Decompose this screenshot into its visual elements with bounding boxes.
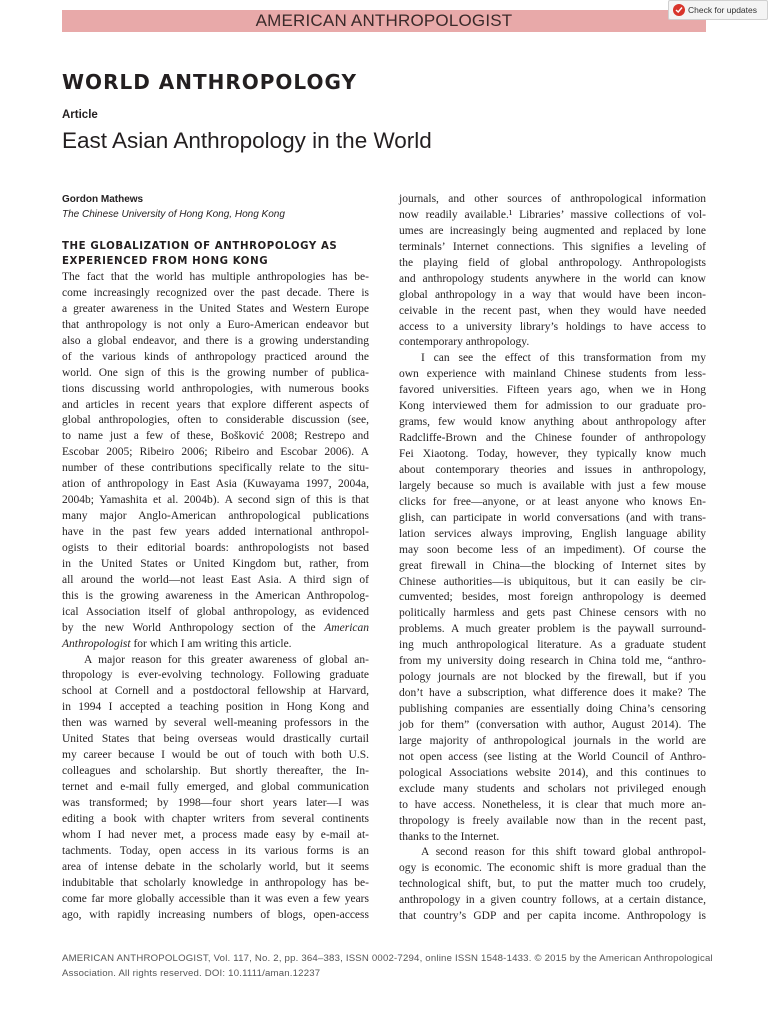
text-line: many major Anglo-American anthropological publications xyxy=(62,510,369,523)
journal-title-italic: Anthropologist xyxy=(62,637,131,650)
text-line: Chinese authorities—is ubiquitous, but it can easily be cir- xyxy=(399,575,706,588)
crossmark-icon xyxy=(673,4,685,16)
text-line: of the various kinds of anthropology practiced around the xyxy=(62,350,369,363)
text-line: ternet and e-mail fully emerged, and global communication xyxy=(62,781,369,793)
text-line: in the United States or United Kingdom but, rather, from xyxy=(62,557,369,570)
text-line: large majority of anthropological journals in the world are xyxy=(399,734,706,747)
text-line: world. One sign of this is the growing number of publica- xyxy=(62,366,369,379)
text-line: publishing companies are essentially doing China’s censoring xyxy=(399,703,706,715)
text-line: exclude many students and scholars not privileged enough xyxy=(399,782,706,795)
text-line: journals, and other sources of anthropological information xyxy=(399,193,706,205)
text-line: school at Cornell and a postdoctoral fellowship at Harvard, xyxy=(62,685,369,698)
text-line: thanks to the Internet. xyxy=(399,830,500,843)
text-line: to name just a few of these, Bošković 2008; Restrepo and xyxy=(62,430,369,443)
text-line: glish, can participate in world conversations (and with trans- xyxy=(399,511,706,524)
text-line: was transformed; by 1998—four short years later—I was xyxy=(62,796,369,809)
article-title: East Asian Anthropology in the World xyxy=(62,128,432,153)
text-line: job for them” (conversation with author, August 2014). The xyxy=(399,718,706,731)
text-line: come far more globally accessible than it was even a few years xyxy=(62,892,369,905)
text-line: A major reason for this greater awareness of global an- xyxy=(84,653,369,666)
text-line: ical Association itself of global anthropology, as evidenced xyxy=(62,605,369,618)
text-line: clicks for free—anyone, or at least anyone who knows En- xyxy=(399,495,706,508)
text-line: Radcliffe-Brown and the Chinese founder of anthropology xyxy=(399,432,706,445)
text-line: not open access (see listing at the World Council of Anthro- xyxy=(399,750,706,763)
text-line: pology journals are not blocked by the firewall, but if you xyxy=(399,671,706,684)
text-line: editing a book with chapter writers from several continents xyxy=(62,812,369,825)
text-line: from my university doing research in China told me, “anthro- xyxy=(399,655,706,668)
text-line: Escobar 2005; Ribeiro 2006; Ribeiro and Escobar 2006). A xyxy=(62,446,369,459)
text-line: I can see the effect of this transformation from my xyxy=(421,352,706,365)
text-line: ago, with rapidly increasing numbers of blogs, open-access xyxy=(62,908,369,921)
text-line: and articles in recent years that explore different aspects of xyxy=(62,398,369,411)
text-line: may soon become less of an impediment). Of course the xyxy=(399,543,706,556)
text-line: and anthropology students anywhere in the world can know xyxy=(399,272,706,285)
text-line: Anthropologist for which I am writing this article. xyxy=(62,637,292,650)
text-line: area of intense debate in the scholarly world, but it seems xyxy=(62,860,369,873)
text-line: 2004b; Yamashita et al. 2004b). A second sign of this is that xyxy=(62,494,369,507)
text-line: global anthropology in a way that would have been incon- xyxy=(399,288,706,301)
text-line: tions discussing world anthropologies, with numerous books xyxy=(62,382,369,395)
text-line: don’t have a subscription, what difference does it make? The xyxy=(399,687,706,700)
text-line: that anthropology is not only a Euro-American endeavor but xyxy=(62,318,369,331)
text-line: a greater awareness in the United States and Western Europe xyxy=(62,302,369,315)
text-line: this is the growing awareness in the American Anthropolog- xyxy=(62,589,369,602)
right-column xyxy=(399,192,706,925)
text-line: number of these contributions specifically relate to the situ- xyxy=(62,462,369,475)
check-for-updates-label: Check for updates xyxy=(688,5,757,15)
text-line: technological shift, but, to put the matter much too crudely, xyxy=(399,878,706,891)
text-line: ogy is economic. The economic shift is more gradual than the xyxy=(399,862,706,875)
text-line: global anthropologies, often to considerable discussion (see, xyxy=(62,414,369,427)
text-line: pological Associations website 2014), and this continues to xyxy=(399,766,706,779)
journal-title-italic: American xyxy=(324,621,369,634)
text-line: problems. A much greater problem is the paywall surround- xyxy=(399,623,706,636)
text-line: ation of anthropology in East Asia (Kuwayama 1997, 2004a, xyxy=(62,478,369,491)
text-line: own experience with mainland Chinese students from less- xyxy=(399,368,706,381)
footer-line-2: Association. All rights reserved. DOI: 10.1111/aman.12237 xyxy=(62,968,321,979)
check-for-updates-button[interactable] xyxy=(668,0,768,20)
left-column xyxy=(62,270,369,923)
article-type: Article xyxy=(62,109,98,121)
text-line: The fact that the world has multiple anthropologies has be- xyxy=(62,271,369,283)
text-line: ogists to their editorial boards: anthropologists not based xyxy=(62,541,369,554)
text-line: politically harmless and gets past Chinese censors with no xyxy=(399,607,706,620)
text-line: United States that being overseas would drastically curtail xyxy=(62,733,369,746)
footer-line-1 xyxy=(62,951,713,966)
text-line: Fei Xiaotong. Today, however, they typically know much xyxy=(399,448,706,460)
text-line: access to a university library’s holdings to have access to xyxy=(399,320,706,333)
text-line: Kong interviewed them for admission to our graduate pro- xyxy=(399,400,706,413)
section-heading: THE GLOBALIZATION OF ANTHROPOLOGY AS EXPERIENCED FROM HONG KONG xyxy=(62,241,338,267)
text-line: the playing field of global anthropology. Anthropologists xyxy=(399,256,706,269)
text-line: cumvented; besides, most foreign anthropology is deemed xyxy=(399,591,706,604)
text-line: also a global endeavor, and there is a growing understanding xyxy=(62,334,369,347)
text-line: great firewall in China—the blocking of Internet sites by xyxy=(399,559,706,572)
text-line: terminals’ Internet connections. This signifies a leveling of xyxy=(399,240,706,253)
text-line: then was warned by several well-meaning professors in the xyxy=(62,717,369,730)
text-line: lation services always improving, English language ability xyxy=(399,527,706,540)
text-line: ing much anthropological literature. As a graduate student xyxy=(399,639,706,652)
text-line: ceivable in the recent past, when they would have needed xyxy=(399,304,706,317)
footer-journal: AMERICAN ANTHROPOLOGIST xyxy=(62,953,208,964)
text-line: now readily available.¹ Libraries’ massive collections of vol- xyxy=(399,208,706,221)
author-name: Gordon Mathews xyxy=(62,194,144,205)
text-line: have in the past few years added international anthropol- xyxy=(62,526,369,538)
text-line: my career because I would be out of touch with both U.S. xyxy=(62,749,369,762)
footer-citation: , Vol. 117, No. 2, pp. 364–383, ISSN 0002-7294, online ISSN 1548-1433. © 2015 by the American Anthropological xyxy=(207,953,713,964)
text-line: in 1994 I accepted a teaching position in Hong Kong and xyxy=(62,701,369,714)
author-affiliation: The Chinese University of Hong Kong, Hong Kong xyxy=(62,209,285,220)
text-line: anthropology in a given country follows, at a certain distance, xyxy=(399,894,706,907)
text-line: umes are increasingly being augmented and replaced by lone xyxy=(399,224,706,237)
text-line: that country’s GDP and per capita income. Anthropology is xyxy=(399,910,706,923)
text-line: by the new World Anthropology section of the American xyxy=(62,621,369,634)
text-line: indubitable that scholarly knowledge in anthropology has be- xyxy=(62,876,369,889)
text-line: A second reason for this shift toward global anthropol- xyxy=(421,846,706,859)
text-line: come increasingly recognized over the past decade. There is xyxy=(62,286,369,299)
citation-footer xyxy=(62,951,713,981)
text-line: thropology is ever-evolving technology. Following graduate xyxy=(62,669,369,682)
text-line: to have access. Nonetheless, it is clear that much more an- xyxy=(399,798,706,811)
journal-banner xyxy=(62,10,706,32)
section-title: WORLD ANTHROPOLOGY xyxy=(62,70,357,94)
text-line: thropology is freely available now than in the recent past, xyxy=(399,814,706,827)
text-line: favored universities. Fifteen years ago, when we in Hong xyxy=(399,384,706,397)
journal-name: AMERICAN ANTHROPOLOGIST xyxy=(255,11,513,30)
text-line: about contemporary theories and issues in anthropology, xyxy=(399,463,706,476)
text-line: all around the world—not least East Asia. A third sign of xyxy=(62,573,369,586)
text-line: grams, few would know anything about anthropology after xyxy=(399,416,706,429)
text-line: whom I had never met, a process made easy by e-mail at- xyxy=(62,828,369,841)
text-line: contemporary anthropology. xyxy=(399,336,530,349)
text-line: colleagues and scholarship. But shortly thereafter, the In- xyxy=(62,765,369,778)
text-line: largely because so much is available with just a few mouse xyxy=(399,479,706,492)
text-line: tachments. Today, open access in its various forms is an xyxy=(62,844,369,857)
